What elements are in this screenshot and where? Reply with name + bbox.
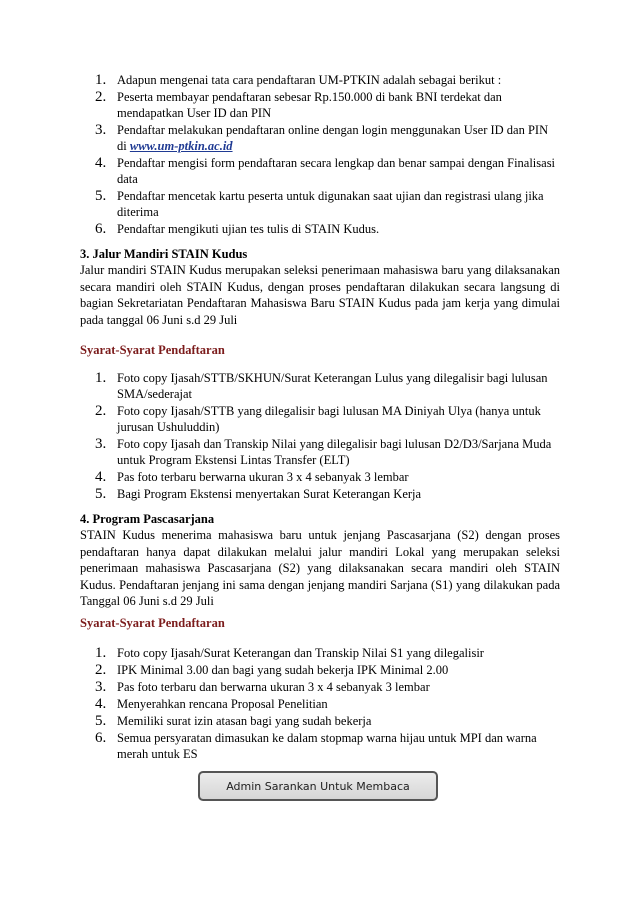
section-heading: 3. Jalur Mandiri STAIN Kudus <box>80 247 248 261</box>
list-item: 3. Pendaftar melakukan pendaftaran online dengan login menggunakan User ID dan PIN di www.um-ptkin.ac.id <box>95 122 549 153</box>
requirements-heading: Syarat-Syarat Pendaftaran <box>80 343 225 357</box>
requirements-list-1 <box>80 370 560 503</box>
list-item: 2. Foto copy Ijasah/STTB yang dilegalisir bagi lulusan MA Diniyah Ulya (hanya untuk jurusan Ushuluddin) <box>95 403 541 434</box>
list-item: 4. Menyerahkan rencana Proposal Penelitian <box>95 696 328 712</box>
um-ptkin-link[interactable]: www.um-ptkin.ac.id <box>129 139 233 153</box>
list-item: 5. Pendaftar mencetak kartu peserta untuk digunakan saat ujian dan registrasi ulang jika diterima <box>95 188 544 219</box>
requirements-section-2 <box>80 615 560 631</box>
list-item: 2. Peserta membayar pendaftaran sebesar Rp.150.000 di bank BNI terdekat dan mendapatkan User ID dan PIN <box>95 89 502 120</box>
list-item: 3. Pas foto terbaru dan berwarna ukuran 3 x 4 sebanyak 3 lembar <box>95 679 430 695</box>
requirements-section-1 <box>80 342 560 358</box>
list-item: 3. Foto copy Ijasah dan Transkip Nilai yang dilegalisir bagi lulusan D2/D3/Sarjana Muda untuk Program Ekstensi Lintas Transfer (ELT) <box>95 436 552 467</box>
list-item: 1. Adapun mengenai tata cara pendaftaran UM-PTKIN adalah sebagai berikut : <box>95 72 502 88</box>
list-item: 1. Foto copy Ijasah/STTB/SKHUN/Surat Keterangan Lulus yang dilegalisir bagi lulusan SMA/sederajat <box>95 370 548 401</box>
requirements-list-2 <box>80 645 560 763</box>
list-item: 2. IPK Minimal 3.00 dan bagi yang sudah bekerja IPK Minimal 2.00 <box>95 662 449 678</box>
section-jalur-mandiri <box>80 246 560 328</box>
list-item: 5. Bagi Program Ekstensi menyertakan Surat Keterangan Kerja <box>95 486 422 502</box>
section-pascasarjana <box>80 511 560 610</box>
list-item: 4. Pendaftar mengisi form pendaftaran secara lengkap dan benar sampai dengan Finalisasi data <box>95 155 556 186</box>
section-paragraph: Jalur mandiri STAIN Kudus merupakan seleksi penerimaan mahasiswa baru yang dilaksanakan secara mandiri oleh STAIN Kudus, dengan proses pendaftaran dilakukan secara langsung di bagian Sekretariatan Pendaftaran Mahasiswa Baru STAIN Kudus pada jam kerja yang dimulai pada tanggal 06 Juni s.d 29 Juli <box>80 263 560 327</box>
section-paragraph: STAIN Kudus menerima mahasiswa baru untuk jenjang Pascasarjana (S2) dengan proses pendaftaran hanya dapat dilakukan melalui jalur mandiri Lokal yang merupakan seleksi penerimaan mahasiswa Pascasarjana (S2) yang dilaksanakan secara mandiri oleh STAIN Kudus. Pendaftaran jenjang ini sama dengan jenjang mandiri Sarjana (S1) yang dilakukan pada Tanggal 06 Juni s.d 29 Juli <box>80 528 560 608</box>
requirements-heading: Syarat-Syarat Pendaftaran <box>80 616 225 630</box>
list-item: 6. Pendaftar mengikuti ujian tes tulis di STAIN Kudus. <box>95 221 380 237</box>
list-item: 6. Semua persyaratan dimasukan ke dalam stopmap warna hijau untuk MPI dan warna merah untuk ES <box>95 730 537 761</box>
section-heading: 4. Program Pascasarjana <box>80 512 215 526</box>
list-item: 1. Foto copy Ijasah/Surat Keterangan dan Transkip Nilai S1 yang dilegalisir <box>95 645 484 661</box>
registration-steps-list <box>80 72 560 238</box>
admin-recommend-button[interactable]: Admin Sarankan Untuk Membaca <box>198 771 438 801</box>
list-item: 5. Memiliki surat izin atasan bagi yang sudah bekerja <box>95 713 372 729</box>
list-item: 4. Pas foto terbaru berwarna ukuran 3 x 4 sebanyak 3 lembar <box>95 469 409 485</box>
